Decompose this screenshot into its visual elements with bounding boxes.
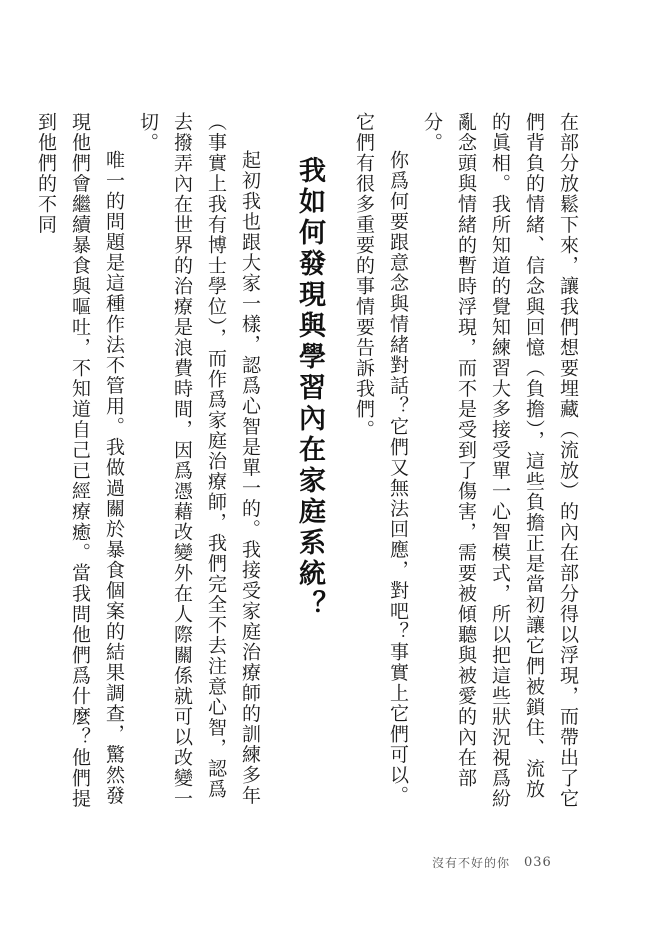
vertical-text-block: [35, 112, 585, 812]
body-paragraph-2: 你爲何要跟意念與情緒對話？它們又無法回應，對吧？事實上它們可以。它們有很多重要的事情要告訴我們。: [353, 112, 409, 806]
section-heading: 我如何發現與學習內在家庭系統？: [294, 156, 325, 621]
page-footer: [432, 852, 552, 872]
page-number: 036: [524, 854, 552, 870]
body-paragraph-3: 起初我也跟大家一樣，認爲心智是單一的。我接受家庭治療師的訓練多年（事實上我有博士學位），而作爲家庭治療師，我們完全不去注意心智，認爲去撥弄內在世界的治療是浪費時間，因爲憑藉改變外在人際關係就可以改變一切。: [137, 112, 261, 809]
book-title: 沒有不好的你: [432, 855, 511, 870]
body-paragraph-4: 唯一的問題是這種作法不管用。我做過關於暴食個案的結果調查，驚然發現他們會繼續暴食與嘔吐，不知道自己已經療癒。當我問他們爲什麼？他們提到他們的不同: [35, 112, 125, 809]
body-paragraph-1: 在部分放鬆下來，讓我們想要埋藏（流放）的內在部分得以浮現，而帶出了它們背負的情緒、信念與回憶（負擔），這些負擔正是當初讓它們被鎖住、流放的眞相。我所知道的覺知練習大多接受單一心智模式，所以把這些狀況視爲紛亂念頭與情緒的暫時浮現，而不是受到了傷害，需要被傾聽與被愛的內在部分。: [421, 112, 579, 809]
